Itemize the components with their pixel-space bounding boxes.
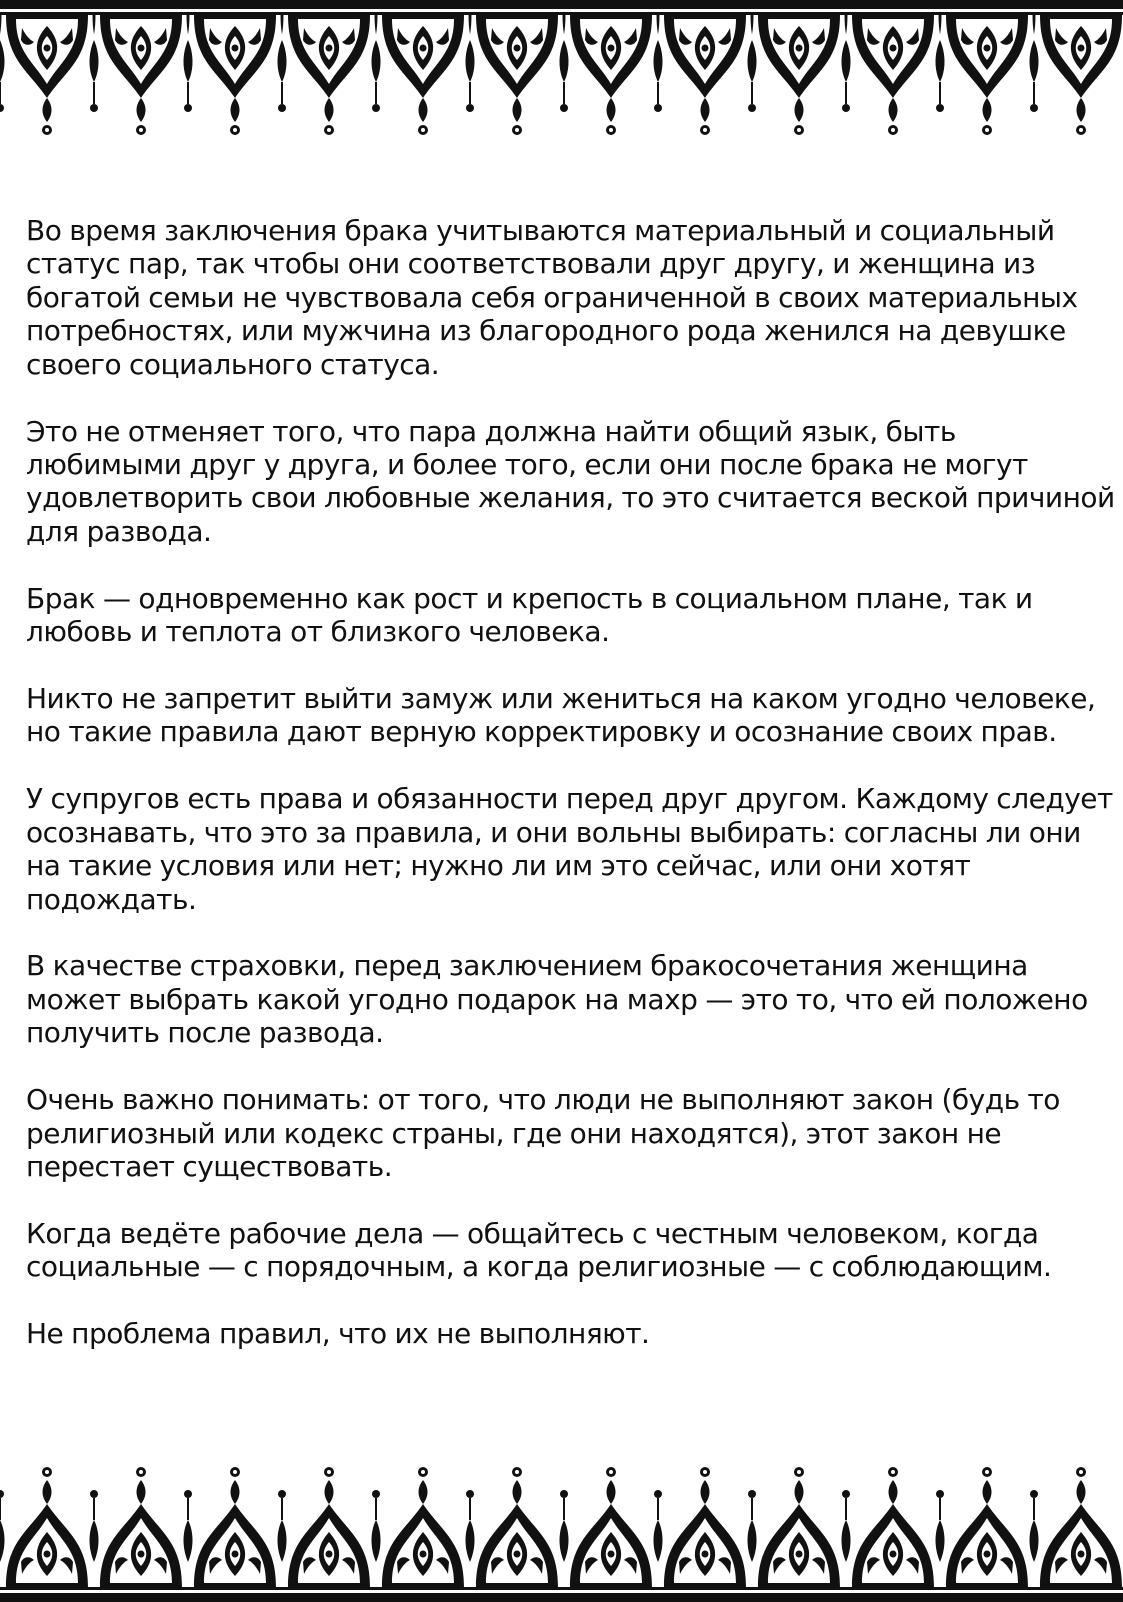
paragraph: Во время заключения брака учитываются материальный и социальный статус пар, так чтобы они соответствовали друг другу, и женщина из богатой семьи не чувствовала себя ограниченной в своих материальных потребностях, или мужчина из благородного рода женился на девушке своего социального статуса.	[26, 214, 1078, 381]
paragraph: Брак — одновременно как рост и крепость в социальном плане, так и любовь и теплота от близкого человека.	[26, 581, 1033, 649]
paragraph: В качестве страховки, перед заключением бракосочетания женщина может выбрать какой угодно подарок на махр — это то, что ей положено получить после развода.	[26, 949, 1088, 1050]
paragraph: Это не отменяет того, что пара должна найти общий язык, быть любимыми друг у друга, и более того, если они после брака не могут удовлетворить свои любовные желания, то это считается веской причиной для развода.	[26, 414, 1115, 548]
paragraph: Не проблема правил, что их не выполняют.	[26, 1317, 650, 1351]
bottom-ornamental-border-icon	[0, 1452, 1123, 1602]
document-body	[26, 214, 1116, 1351]
paragraph: У супругов есть права и обязанности перед друг другом. Каждому следует осознавать, что это за правила, и они вольны выбирать: согласны ли они на такие условия или нет; нужно ли им это сейчас, или они хотят подождать.	[26, 782, 1113, 916]
paragraph: Когда ведёте рабочие дела — общайтесь с честным человеком, когда социальные — с порядочным, а когда религиозные — с соблюдающим.	[26, 1216, 1052, 1284]
paragraph: Никто не запретит выйти замуж или жениться на каком угодно человеке, но такие правила дают верную корректировку и осознание своих прав.	[26, 681, 1096, 749]
top-ornamental-border-icon	[0, 0, 1123, 150]
paragraph: Очень важно понимать: от того, что люди не выполняют закон (будь то религиозный или кодекс страны, где они находятся), этот закон не перестает существовать.	[26, 1083, 1060, 1183]
